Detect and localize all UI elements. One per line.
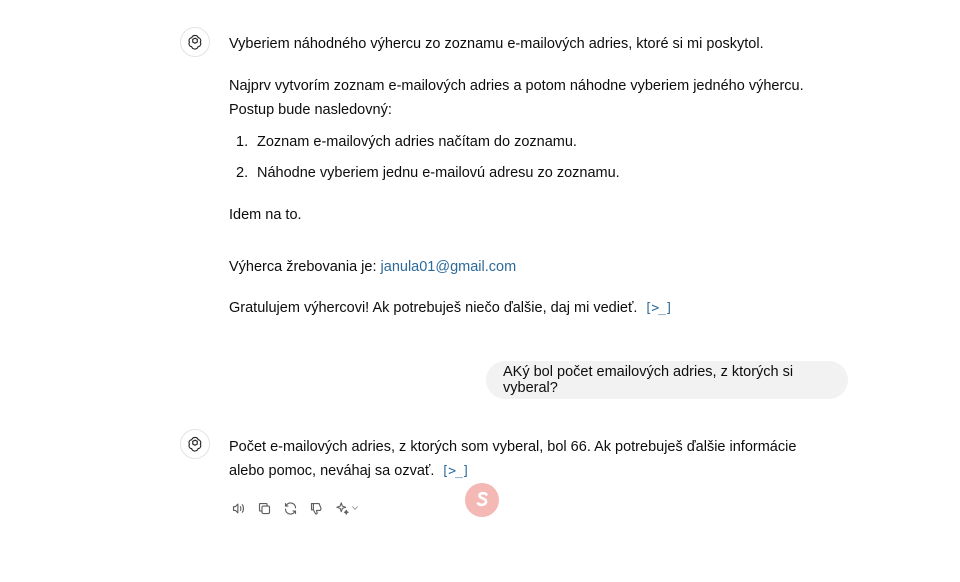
thumbs-down-button[interactable] — [307, 499, 325, 517]
chevron-down-icon — [350, 503, 360, 513]
swirl-logo-icon — [470, 488, 494, 512]
assistant-answer — [229, 435, 829, 484]
copy-button[interactable] — [255, 499, 273, 517]
congrats-line — [229, 296, 839, 321]
step-text: Zoznam e-mailových adries načítam do zoznamu. — [257, 134, 577, 150]
read-aloud-button[interactable] — [229, 499, 247, 517]
winner-line — [229, 255, 839, 279]
assistant-avatar — [180, 429, 210, 459]
assistant-intro-text: Vyberiem náhodného výhercu zo zoznamu e-mailových adries, ktoré si mi poskytol. — [229, 36, 764, 52]
step-text: Náhodne vyberiem jednu e-mailovú adresu zo zoznamu. — [257, 165, 620, 181]
code-source-chip[interactable]: [>_] — [644, 301, 672, 316]
regenerate-icon — [283, 501, 298, 516]
assistant-go-text: Idem na to. — [229, 207, 302, 223]
message-actions — [229, 499, 361, 517]
model-switch-button[interactable] — [333, 499, 361, 517]
openai-logo-icon — [186, 435, 204, 453]
user-message-bubble — [486, 361, 848, 399]
copy-icon — [257, 501, 272, 516]
step-number: 2. — [236, 165, 249, 181]
winner-email-link[interactable]: janula01@gmail.com — [380, 259, 517, 275]
assistant-plan-text: Najprv vytvorím zoznam e-mailových adries a potom náhodne vyberiem jedného výhercu. Postup bude nasledovný: — [229, 78, 804, 118]
watermark-logo — [465, 483, 499, 517]
assistant-answer-text: Počet e-mailových adries, z ktorých som vyberal, bol 66. Ak potrebuješ ďalšie informácie alebo pomoc, neváhaj sa ozvať. — [229, 439, 797, 479]
thumbs-down-icon — [309, 501, 324, 516]
speaker-icon — [231, 501, 246, 516]
code-source-chip[interactable]: [>_] — [441, 464, 469, 479]
openai-logo-icon — [186, 33, 204, 51]
regenerate-button[interactable] — [281, 499, 299, 517]
step-number: 1. — [236, 134, 249, 150]
sparkle-icon — [335, 501, 350, 516]
user-message-text: AKý bol počet emailových adries, z ktorých si vyberal? — [503, 364, 794, 396]
winner-label: Výherca žrebovania je: — [229, 259, 377, 275]
congrats-text: Gratulujem výhercovi! Ak potrebuješ niečo ďalšie, daj mi vedieť. — [229, 300, 638, 316]
assistant-avatar — [180, 27, 210, 57]
